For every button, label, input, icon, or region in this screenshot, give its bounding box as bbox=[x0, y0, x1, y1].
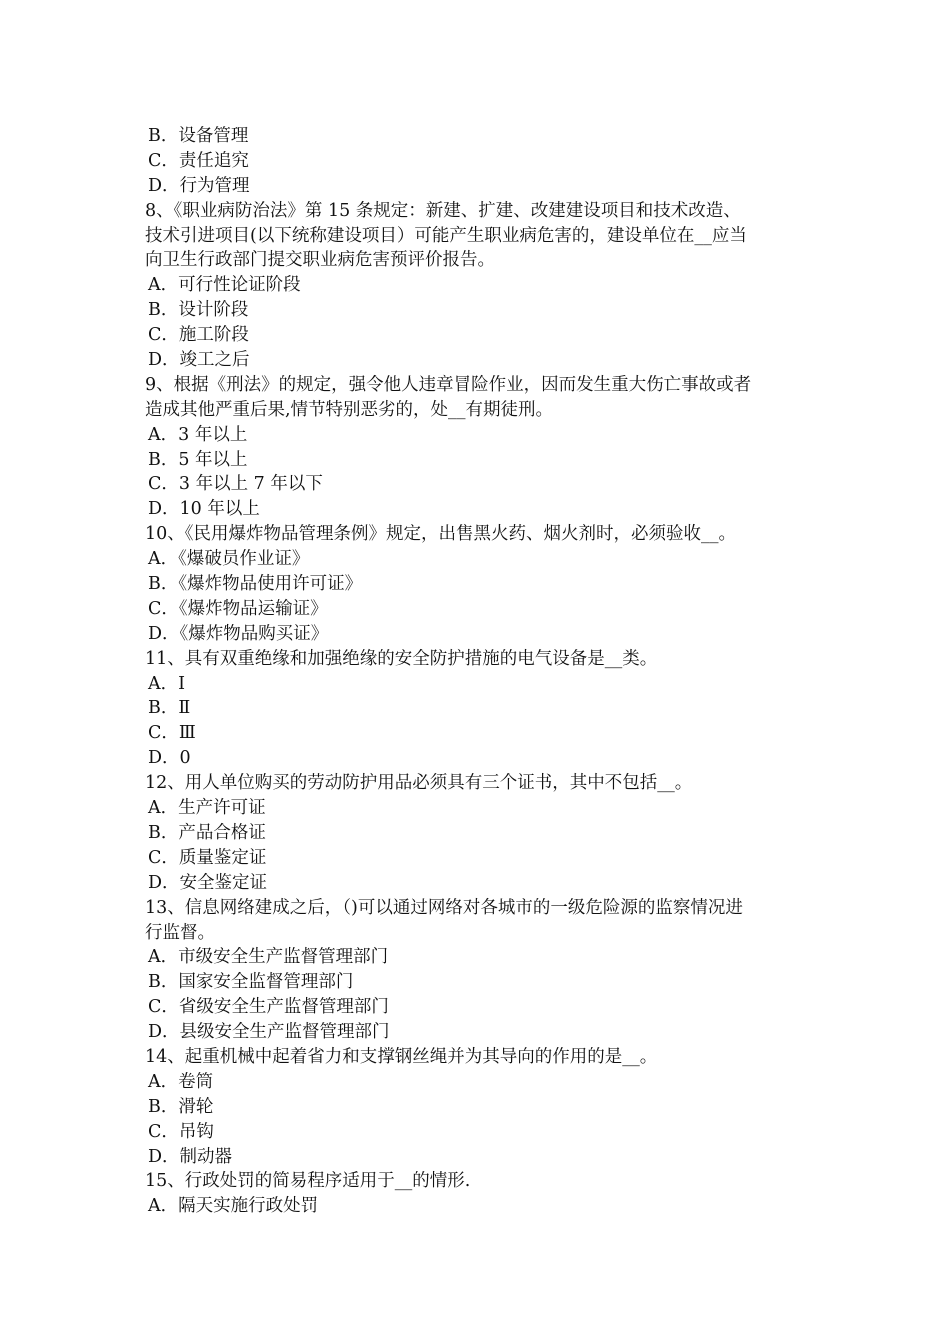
answer-option: B．滑轮 bbox=[148, 1096, 214, 1117]
question-line: 15、行政处罚的简易程序适用于__的情形. bbox=[145, 1171, 471, 1192]
question-line: 8、《职业病防治法》第 15 条规定：新建、扩建、改建建设项目和技术改造、 bbox=[145, 200, 741, 221]
answer-option: B．国家安全监督管理部门 bbox=[148, 972, 354, 993]
answer-option: D．竣工之后 bbox=[148, 350, 250, 371]
answer-option: C．省级安全生产监督管理部门 bbox=[148, 997, 389, 1018]
question-stem bbox=[145, 373, 815, 423]
answer-option: B．Ⅱ bbox=[148, 698, 191, 719]
question-line: 12、用人单位购买的劳动防护用品必须具有三个证书，其中不包括__。 bbox=[145, 773, 693, 794]
answer-option: A．《爆破员作业证》 bbox=[148, 549, 310, 570]
question-stem bbox=[145, 1169, 815, 1194]
question-line: 9、根据《刑法》的规定，强令他人违章冒险作业，因而发生重大伤亡事故或者 bbox=[145, 374, 752, 395]
answer-option: A．3 年以上 bbox=[148, 424, 248, 445]
answer-option: B．设备管理 bbox=[148, 126, 249, 146]
answer-option: C．《爆炸物品运输证》 bbox=[148, 598, 328, 619]
answer-option: D．县级安全生产监督管理部门 bbox=[148, 1022, 390, 1043]
question-stem bbox=[145, 647, 815, 672]
answer-option: A．Ⅰ bbox=[148, 673, 186, 694]
answer-option: D．安全鉴定证 bbox=[148, 872, 268, 893]
answer-option: A．卷筒 bbox=[148, 1071, 214, 1092]
answer-option: D．10 年以上 bbox=[148, 499, 260, 520]
question-line: 向卫生行政部门提交职业病危害预评价报告。 bbox=[145, 250, 495, 271]
answer-option: C．施工阶段 bbox=[148, 325, 249, 346]
question-line: 14、起重机械中起着省力和支撑钢丝绳并为其导向的作用的是__。 bbox=[145, 1046, 658, 1067]
answer-option: C．Ⅲ bbox=[148, 723, 196, 744]
answer-option: B．设计阶段 bbox=[148, 300, 249, 321]
question-line: 造成其他严重后果,情节特别恶劣的，处__有期徒刑。 bbox=[145, 399, 554, 420]
question-line: 13、信息网络建成之后，（)可以通过网络对各城市的一级危险源的监察情况进 bbox=[145, 897, 743, 918]
answer-option: C．3 年以上 7 年以下 bbox=[148, 474, 323, 495]
question-stem bbox=[145, 771, 815, 796]
answer-option: D．《爆炸物品购买证》 bbox=[148, 623, 329, 644]
answer-option: C．质量鉴定证 bbox=[148, 847, 267, 868]
answer-option: B．产品合格证 bbox=[148, 822, 266, 843]
answer-option: B．《爆炸物品使用许可证》 bbox=[148, 574, 363, 595]
answer-option: A．可行性论证阶段 bbox=[148, 275, 301, 296]
question-stem bbox=[145, 896, 815, 946]
question-line: 技术引进项目(以下统称建设项目）可能产生职业病危害的，建设单位在__应当 bbox=[145, 225, 747, 246]
answer-option: C．吊钩 bbox=[148, 1121, 214, 1142]
question-stem bbox=[145, 199, 815, 274]
question-stem bbox=[145, 522, 815, 547]
answer-option: A．生产许可证 bbox=[148, 798, 266, 819]
answer-option: D．制动器 bbox=[148, 1146, 233, 1167]
answer-option: D．行为管理 bbox=[148, 175, 250, 196]
question-line: 行监督。 bbox=[145, 922, 215, 943]
answer-option: A．隔天实施行政处罚 bbox=[148, 1196, 319, 1217]
answer-option: A．市级安全生产监督管理部门 bbox=[148, 947, 389, 968]
question-stem bbox=[145, 1045, 815, 1070]
document-page bbox=[145, 124, 815, 1219]
answer-option: C．责任追究 bbox=[148, 150, 249, 171]
question-line: 11、具有双重绝缘和加强绝缘的安全防护措施的电气设备是__类。 bbox=[145, 648, 658, 669]
answer-option: D．0 bbox=[148, 748, 191, 769]
question-line: 10、《民用爆炸物品管理条例》规定，出售黑火药、烟火剂时，必须验收__。 bbox=[145, 524, 737, 545]
answer-option: B．5 年以上 bbox=[148, 449, 248, 470]
